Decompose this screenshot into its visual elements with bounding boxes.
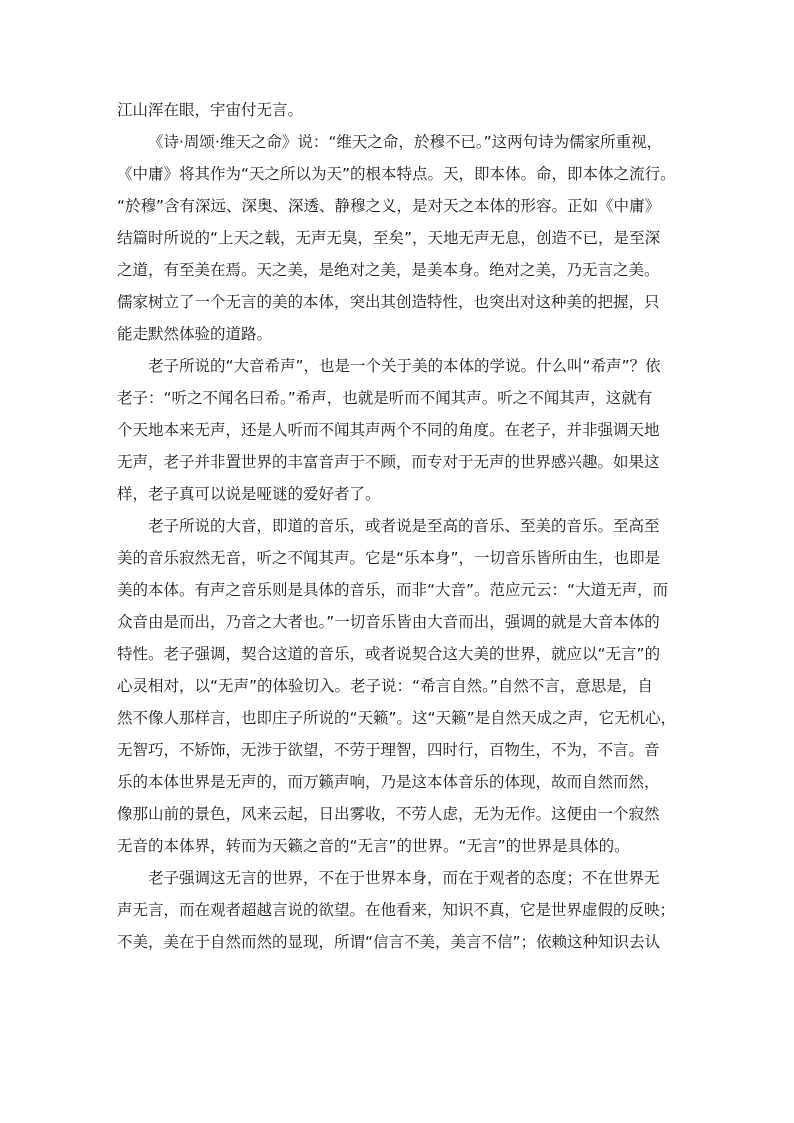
text-line: 美的本体。有声之音乐则是具体的音乐，而非“大音”。范应元云：“大道无声，而 xyxy=(117,581,669,599)
text-line: 乐的本体世界是无声的，而万籁声响，乃是这本体音乐的体现，故而自然而然， xyxy=(117,773,660,791)
paragraph-first-line: 老子强调这无言的世界，不在于世界本身，而在于观者的态度；不在世界无 xyxy=(148,869,660,887)
text-line: 然不像人那样言，也即庄子所说的“天籁”。这“天籁”是自然天成之声，它无机心， xyxy=(117,709,677,727)
text-line: 美的音乐寂然无音，听之不闻其声。它是“乐本身”，一切音乐皆所由生，也即是 xyxy=(117,549,661,567)
text-line: 声无言，而在观者超越言说的欲望。在他看来，知识不真，它是世界虚假的反映； xyxy=(117,901,676,919)
text-line: 儒家树立了一个无言的美的本体，突出其创造特性，也突出对这种美的把握，只 xyxy=(117,293,660,311)
text-line: 江山浑在眼，宇宙付无言。 xyxy=(117,101,304,119)
text-line: 无声，老子并非置世界的丰富音声于不顾，而专对于无声的世界感兴趣。如果这 xyxy=(117,453,660,471)
text-line: 之道，有至美在焉。天之美，是绝对之美，是美本身。绝对之美，乃无言之美。 xyxy=(117,261,660,279)
text-line: 结篇时所说的“上天之载，无声无臭，至矣”，天地无声无息，创造不已，是至深 xyxy=(117,229,661,247)
paragraph-first-line: 老子所说的“大音希声”，也是一个关于美的本体的学说。什么叫“希声”？依 xyxy=(148,357,661,375)
text-line: 样，老子真可以说是哑谜的爱好者了。 xyxy=(117,485,381,503)
text-line: 特性。老子强调，契合这道的音乐，或者说契合这大美的世界，就应以“无言”的 xyxy=(117,645,661,663)
text-line: 众音由是而出，乃音之大者也。”一切音乐皆由大音而出，强调的就是大音本体的 xyxy=(117,613,660,631)
text-line: 不美，美在于自然而然的显现，所谓“信言不美，美言不信”；依赖这种知识去认 xyxy=(117,933,661,951)
text-line: 无音的本体界，转而为天籁之音的“无言”的世界。“无言”的世界是具体的。 xyxy=(117,837,630,855)
text-line: 心灵相对，以“无声”的体验切入。老子说：“希言自然。”自然不言，意思是，自 xyxy=(117,677,653,695)
paragraph-first-line: 老子所说的大音，即道的音乐，或者说是至高的音乐、至美的音乐。至高至 xyxy=(148,517,660,535)
text-line: 老子：“听之不闻名曰希。”希声，也就是听而不闻其声。听之不闻其声，这就有 xyxy=(117,389,653,407)
text-line: 无智巧，不矫饰，无涉于欲望，不劳于理智，四时行，百物生，不为，不言。音 xyxy=(117,741,660,759)
text-line: 能走默然体验的道路。 xyxy=(117,325,273,343)
text-line: “於穆”含有深远、深奥、深透、静穆之义，是对天之本体的形容。正如《中庸》 xyxy=(117,197,661,215)
paragraph-first-line: 《诗·周颂·维天之命》说：“维天之命，於穆不已。”这两句诗为儒家所重视， xyxy=(148,133,663,151)
text-line: 像那山前的景色，风来云起，日出雾收，不劳人虑，无为无作。这便由一个寂然 xyxy=(117,805,660,823)
text-line: 《中庸》将其作为“天之所以为天”的根本特点。天，即本体。命，即本体之流行。 xyxy=(117,165,676,183)
text-line: 个天地本来无声，还是人听而不闻其声两个不同的角度。在老子，并非强调天地 xyxy=(117,421,660,439)
